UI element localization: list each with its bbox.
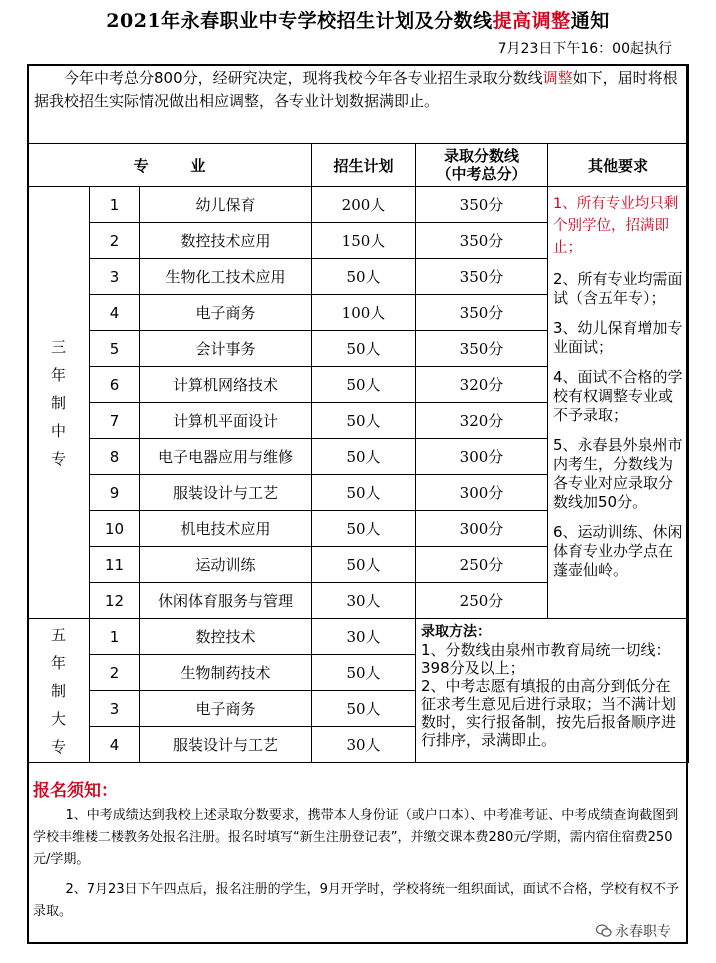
major-name: 服装设计与工艺 (140, 475, 312, 511)
row-number: 10 (90, 511, 140, 547)
plan-count: 50人 (312, 403, 416, 439)
requirement-item: 6、运动训练、休闲体育专业办学点在蓬壶仙岭。 (553, 523, 683, 579)
min-score: 320分 (416, 367, 548, 403)
row-number: 7 (90, 403, 140, 439)
major-name: 数控技术应用 (140, 223, 312, 259)
plan-count: 30人 (312, 727, 416, 763)
plan-count: 30人 (312, 619, 416, 655)
major-name: 机电技术应用 (140, 511, 312, 547)
method-item-2: 2、中考志愿有填报的由高分到低分在征求考生意见后进行录取；当不满计划数时，实行报备制，按先后报备顺序进行排序，录满即止。 (421, 677, 677, 749)
wechat-icon (596, 924, 612, 938)
plan-count: 50人 (312, 511, 416, 547)
plan-count: 50人 (312, 475, 416, 511)
plan-count: 50人 (312, 691, 416, 727)
plan-count: 50人 (312, 439, 416, 475)
major-name: 计算机网络技术 (140, 367, 312, 403)
registration-notice (29, 770, 686, 931)
plan-count: 50人 (312, 367, 416, 403)
min-score: 350分 (416, 223, 548, 259)
header-other: 其他要求 (548, 144, 689, 187)
effective-time: 7月23日下午16：00起执行 (497, 41, 672, 57)
title-highlight: 提高调整 (492, 10, 571, 32)
row-number: 11 (90, 547, 140, 583)
major-name: 计算机平面设计 (140, 403, 312, 439)
requirement-item: 1、所有专业均只剩个别学位，招满即止； (553, 196, 679, 256)
row-number: 1 (90, 187, 140, 223)
notice-paragraph-1: 1、中考成绩达到我校上述录取分数要求，携带本人身份证（或户口本）、中考准考证、中考成绩查询截图到学校丰维楼二楼教务处报名注册。报名时填写“新生注册登记表”，并缴交课本费280元/学期，需内宿住宿费250元/学期。 (33, 808, 679, 867)
min-score: 350分 (416, 259, 548, 295)
plan-count: 50人 (312, 259, 416, 295)
group-label-3yr: 三 年 制 中 专 (28, 187, 90, 619)
min-score: 300分 (416, 511, 548, 547)
min-score: 350分 (416, 331, 548, 367)
min-score: 350分 (416, 295, 548, 331)
row-number: 1 (90, 619, 140, 655)
header-score: 录取分数线 （中考总分） (416, 144, 548, 187)
major-name: 电子电器应用与维修 (140, 439, 312, 475)
requirement-item: 3、幼儿保育增加专业面试； (553, 319, 683, 356)
min-score: 320分 (416, 403, 548, 439)
major-name: 会计事务 (140, 331, 312, 367)
major-name: 运动训练 (140, 547, 312, 583)
row-number: 5 (90, 331, 140, 367)
min-score: 250分 (416, 547, 548, 583)
plan-count: 200人 (312, 187, 416, 223)
major-name: 生物化工技术应用 (140, 259, 312, 295)
plan-count: 30人 (312, 583, 416, 619)
min-score: 300分 (416, 439, 548, 475)
row-number: 2 (90, 655, 140, 691)
method-item-1: 1、分数线由泉州市教育局统一切线：398分及以上； (421, 641, 671, 677)
page-title: 2021年永春职业中专学校招生计划及分数线提高调整通知 (106, 10, 610, 32)
major-name: 幼儿保育 (140, 187, 312, 223)
requirement-item: 5、永春县外泉州市内考生，分数线为各专业对应录取分数线加50分。 (553, 436, 683, 511)
notice-paragraph-2: 2、7月23日下午四点后，报名注册的学生，9月开学时，学校将统一组织面试，面试不合格，学校有权不予录取。 (33, 882, 679, 919)
requirement-item: 2、所有专业均需面试（含五年专）； (553, 270, 683, 307)
major-name: 数控技术 (140, 619, 312, 655)
min-score: 350分 (416, 187, 548, 223)
intro-text: 今年中考总分800分，经研究决定，现将我校今年各专业招生录取分数线调整如下，届时将根据我校招生实际情况做出相应调整，各专业计划数据满即止。 (28, 65, 689, 144)
min-score: 300分 (416, 475, 548, 511)
plan-count: 50人 (312, 547, 416, 583)
row-number: 3 (90, 691, 140, 727)
group-label-5yr: 五 年 制 大 专 (28, 619, 90, 763)
header-plan: 招生计划 (312, 144, 416, 187)
plan-count: 50人 (312, 331, 416, 367)
row-number: 4 (90, 295, 140, 331)
plan-count: 150人 (312, 223, 416, 259)
row-number: 9 (90, 475, 140, 511)
header-major: 专 业 (28, 144, 312, 187)
watermark: 永春职专 (596, 921, 671, 941)
row-number: 8 (90, 439, 140, 475)
row-number: 6 (90, 367, 140, 403)
major-name: 服装设计与工艺 (140, 727, 312, 763)
row-number: 4 (90, 727, 140, 763)
notice-title: 报名须知： (33, 781, 118, 801)
major-name: 休闲体育服务与管理 (140, 583, 312, 619)
requirement-item: 4、面试不合格的学校有权调整专业或不予录取； (553, 368, 683, 424)
row-number: 12 (90, 583, 140, 619)
major-name: 电子商务 (140, 295, 312, 331)
plan-count: 50人 (312, 655, 416, 691)
min-score: 250分 (416, 583, 548, 619)
method-title: 录取方法： (421, 624, 491, 640)
major-name: 电子商务 (140, 691, 312, 727)
plan-count: 100人 (312, 295, 416, 331)
row-number: 2 (90, 223, 140, 259)
major-name: 生物制药技术 (140, 655, 312, 691)
row-number: 3 (90, 259, 140, 295)
